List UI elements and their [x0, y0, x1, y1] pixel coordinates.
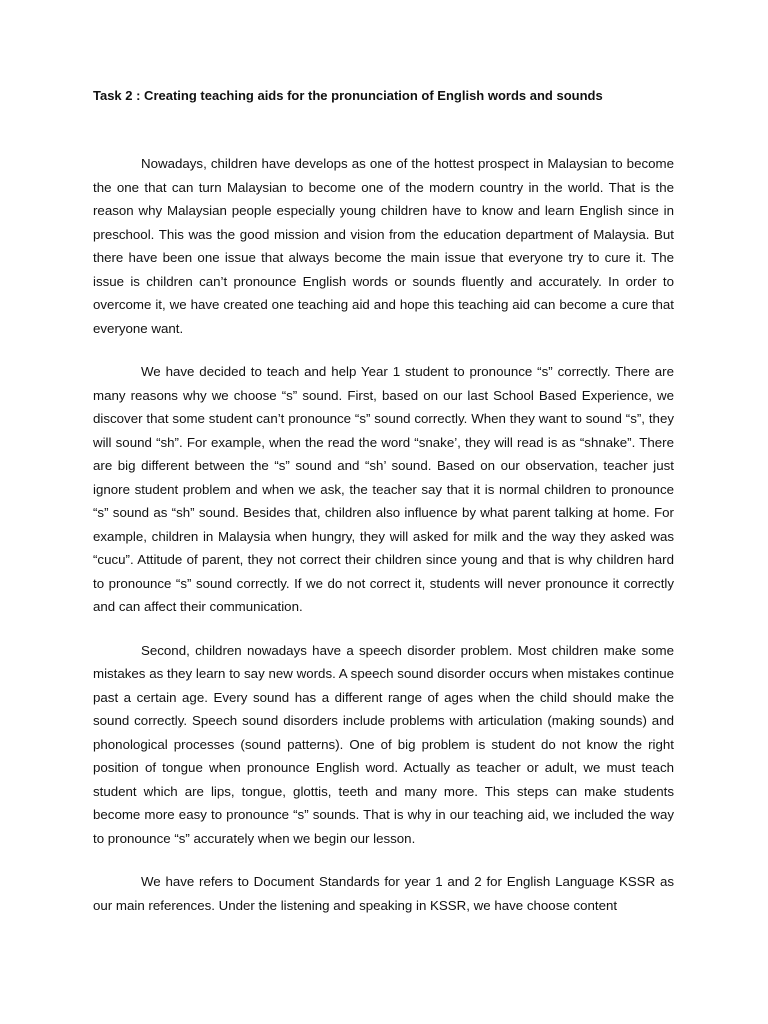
document-title: Task 2 : Creating teaching aids for the pronunciation of English words and sounds [93, 88, 603, 103]
paragraph-2: We have decided to teach and help Year 1 student to pronounce “s” correctly. There are many reasons why we choose “s” sound. First, based on our last School Based Experience, we discover that some student can’t pronounce “s” sound correctly. When they want to sound “s”, they will sound “sh”. For example, when the read the word “snake’, they will read is as “shnake”. There are big different between the “s” sound and “sh’ sound. Based on our observation, teacher just ignore student problem and when we ask, the teacher say that it is normal children to pronounce “s” sound as “sh” sound. Besides that, children also influence by what parent talking at home. For example, children in Malaysia when hungry, they will asked for milk and the way they asked was “cucu”. Attitude of parent, they not correct their children since young and that is why children hard to pronounce “s” sound correctly. If we do not correct it, students will never pronounce it correctly and can affect their communication. [93, 364, 674, 614]
document-body [93, 152, 674, 937]
paragraph-4: We have refers to Document Standards for year 1 and 2 for English Language KSSR as our main references. Under the listening and speaking in KSSR, we have choose content [93, 874, 674, 913]
paragraph-1: Nowadays, children have develops as one of the hottest prospect in Malaysian to become the one that can turn Malaysian to become one of the modern country in the world. That is the reason why Malaysian people especially young children have to know and learn English since in preschool. This was the good mission and vision from the education department of Malaysia. But there have been one issue that always become the main issue that everyone try to cure it. The issue is children can’t pronounce English words or sounds fluently and accurately. In order to overcome it, we have created one teaching aid and hope this teaching aid can become a cure that everyone want. [93, 156, 674, 336]
paragraph-3: Second, children nowadays have a speech disorder problem. Most children make some mistakes as they learn to say new words. A speech sound disorder occurs when mistakes continue past a certain age. Every sound has a different range of ages when the child should make the sound correctly. Speech sound disorders include problems with articulation (making sounds) and phonological processes (sound patterns). One of big problem is student do not know the right position of tongue when pronounce English word. Actually as teacher or adult, we must teach student which are lips, tongue, glottis, teeth and many more. This steps can make students become more easy to pronounce “s” sounds. That is why in our teaching aid, we included the way to pronounce “s” accurately when we begin our lesson. [93, 642, 674, 846]
